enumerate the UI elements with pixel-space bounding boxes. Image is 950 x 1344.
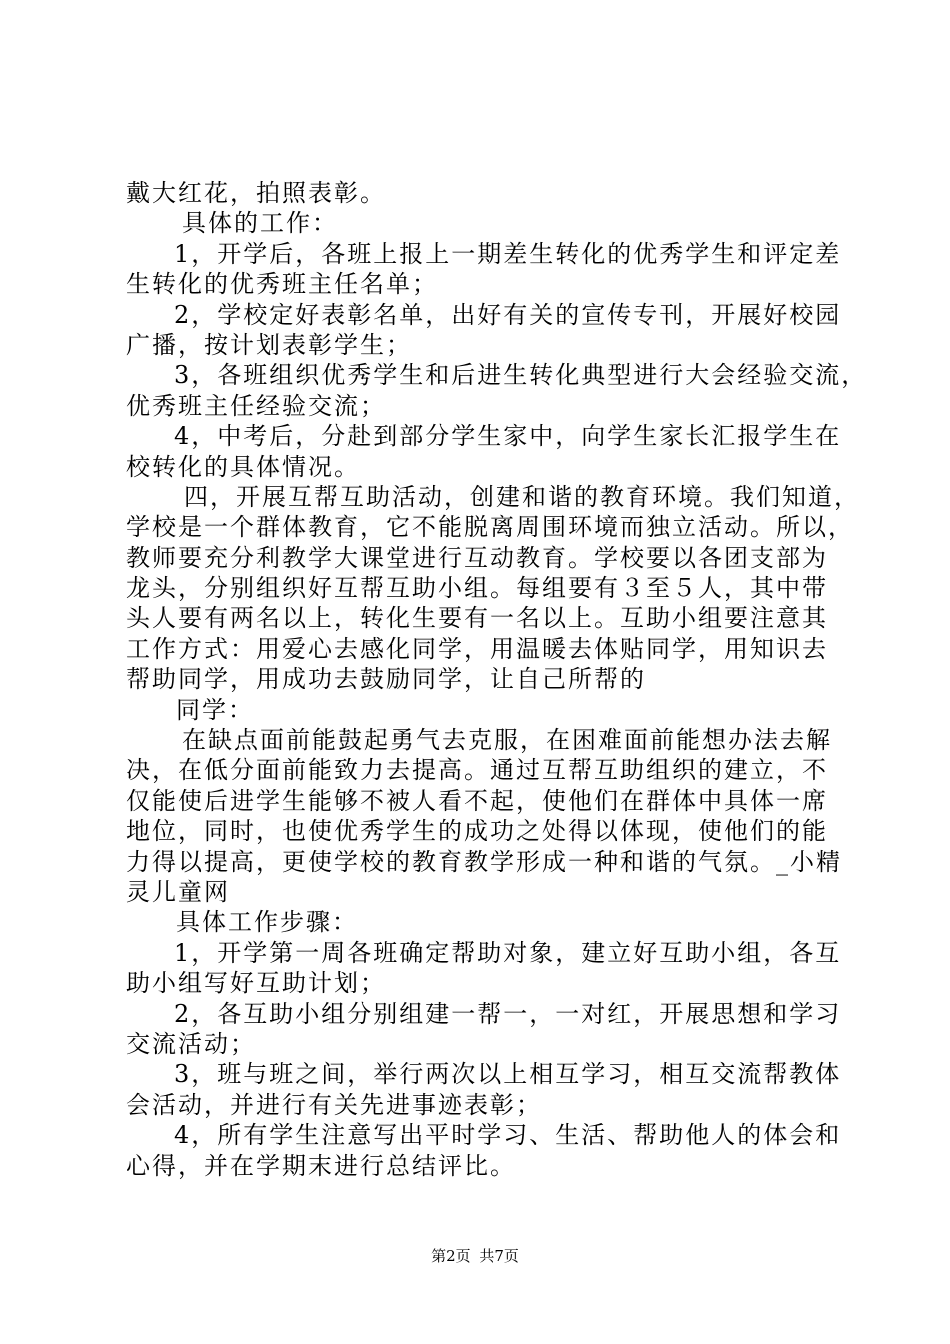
text-line: 同学： — [176, 695, 254, 724]
text-line: 4，中考后，分赴到部分学生家中，向学生家长汇报学生在 — [174, 422, 842, 451]
text-line: 校转化的具体情况。 — [126, 452, 360, 481]
text-line: 教师要充分利教学大课堂进行互动教育。学校要以各团支部为 — [126, 543, 828, 572]
text-line: 力得以提高，更使学校的教育教学形成一种和谐的气氛。_小精 — [126, 847, 842, 876]
text-line: 具体的工作： — [182, 209, 338, 238]
text-line: 具体工作步骤： — [176, 908, 358, 937]
text-line: 优秀班主任经验交流； — [126, 391, 386, 420]
text-line: 地位，同时，也使优秀学生的成功之处得以体现，使他们的能 — [126, 817, 828, 846]
text-line: 会活动，并进行有关先进事迹表彰； — [126, 1090, 542, 1119]
text-line: 学校是一个群体教育，它不能脱离周围环境而独立活动。所以， — [126, 513, 854, 542]
text-line: 灵儿童网 — [126, 877, 230, 906]
text-line: 心得，并在学期末进行总结评比。 — [126, 1151, 516, 1180]
text-line: 仅能使后进学生能够不被人看不起，使他们在群体中具体一席 — [126, 786, 828, 815]
text-line: 1，开学后，各班上报上一期差生转化的优秀学生和评定差 — [174, 239, 842, 268]
text-line: 头人要有两名以上，转化生要有一名以上。互助小组要注意其 — [126, 604, 828, 633]
page-footer — [0, 1246, 950, 1266]
text-line: 广播，按计划表彰学生； — [126, 330, 412, 359]
text-line: 助小组写好互助计划； — [126, 969, 386, 998]
document-body — [126, 178, 868, 1181]
text-line: 工作方式：用爱心去感化同学，用温暖去体贴同学，用知识去 — [126, 634, 828, 663]
text-line: 2，各互助小组分别组建一帮一，一对红，开展思想和学习 — [174, 999, 842, 1028]
text-line: 龙头，分别组织好互帮互助小组。每组要有３至５人，其中带 — [126, 574, 828, 603]
text-line: 四，开展互帮互助活动，创建和谐的教育环境。我们知道， — [184, 482, 860, 511]
text-line: 3，班与班之间，举行两次以上相互学习，相互交流帮教体 — [174, 1060, 842, 1089]
page-total: 共7页 — [479, 1247, 519, 1265]
page-number: 第2页 — [431, 1247, 471, 1265]
text-line: 帮助同学，用成功去鼓励同学，让自己所帮的 — [126, 665, 646, 694]
text-line: 1，开学第一周各班确定帮助对象，建立好互助小组，各互 — [174, 938, 842, 967]
text-line: 戴大红花，拍照表彰。 — [126, 179, 386, 207]
text-line: 决，在低分面前能致力去提高。通过互帮互助组织的建立，不 — [126, 756, 828, 785]
text-line: 2，学校定好表彰名单，出好有关的宣传专刊，开展好校园 — [174, 300, 842, 329]
text-line: 3，各班组织优秀学生和后进生转化典型进行大会经验交流， — [174, 361, 868, 390]
text-line: 交流活动； — [126, 1029, 256, 1058]
text-line: 生转化的优秀班主任名单； — [126, 270, 438, 299]
text-line: 4，所有学生注意写出平时学习、生活、帮助他人的体会和 — [174, 1121, 842, 1150]
text-line: 在缺点面前能鼓起勇气去克服，在困难面前能想办法去解 — [182, 726, 832, 755]
